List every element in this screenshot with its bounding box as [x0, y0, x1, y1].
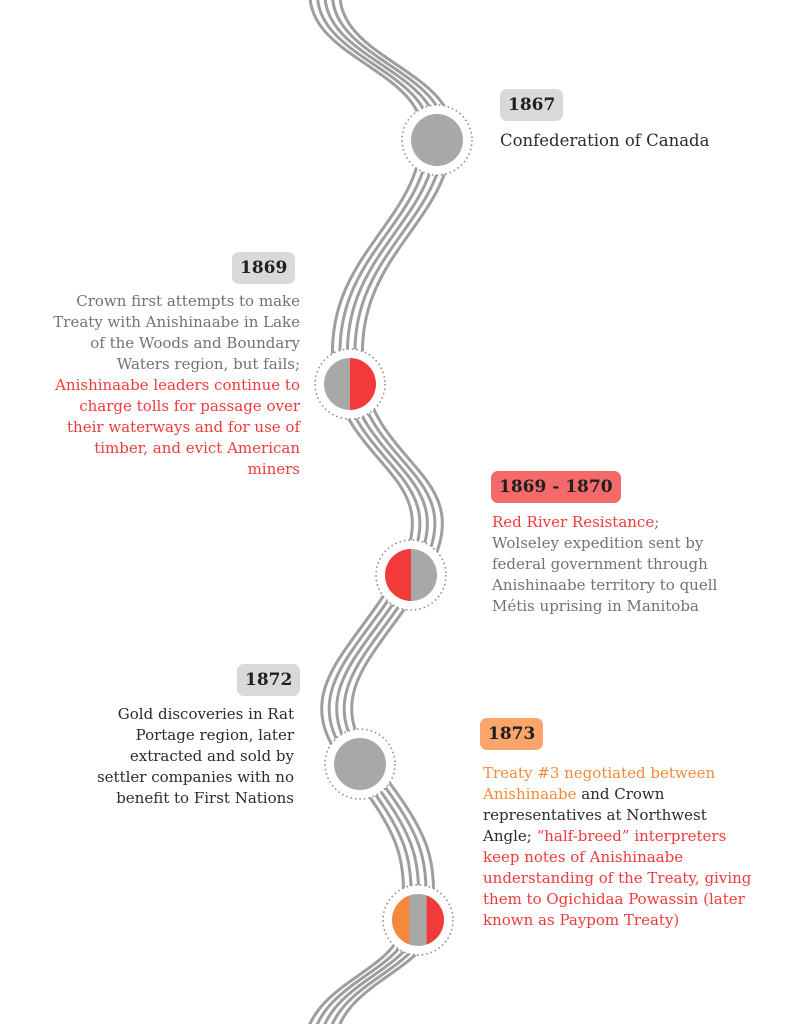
event-description-1867	[500, 130, 760, 152]
year-badge-1872: 1872	[237, 664, 300, 696]
event-text: Crown first attempts to make Treaty with Anishinaabe in Lake of the Woods and Boundary Waters region, but fails;	[53, 292, 300, 373]
timeline-node	[376, 540, 446, 610]
event-text: ; Wolseley expedition sent by federal government through Anishinaabe territory to quell Métis uprising in Manitoba	[492, 513, 718, 615]
event-text-highlight: Anishinaabe leaders continue to charge tolls for passage over their waterways and for use of timber, and evict American miners	[55, 376, 300, 478]
event-text-highlight-orange: Treaty #3 negotiated between Anishinaabe	[483, 764, 716, 803]
timeline-node	[325, 729, 395, 799]
event-description-1872	[84, 704, 294, 809]
event-text: and Crown representatives at Northwest Angle;	[483, 785, 707, 845]
event-description-1869-1870	[492, 512, 728, 617]
event-text-highlight: Red River Resistance	[492, 513, 655, 531]
timeline-node	[383, 885, 453, 955]
year-badge-1873: 1873	[480, 718, 543, 750]
year-badge-1867: 1867	[500, 89, 563, 121]
year-badge-1869-1870: 1869 - 1870	[491, 471, 621, 503]
year-badge-1869: 1869	[232, 252, 295, 284]
node-fill-gray	[409, 894, 427, 946]
event-text: Gold discoveries in Rat Portage region, later extracted and sold by settler companies with no benefit to First Nations	[96, 705, 294, 807]
timeline-node	[315, 349, 385, 419]
event-text-highlight: “half-breed” interpreters keep notes of Anishinaabe understanding of the Treaty, giving them to Ogichidaa Powassin (later known as Paypom Treaty)	[483, 827, 752, 929]
timeline-node	[402, 105, 472, 175]
event-text: Confederation of Canada	[500, 131, 710, 150]
event-description-1869	[48, 291, 300, 480]
event-description-1873	[483, 763, 755, 931]
